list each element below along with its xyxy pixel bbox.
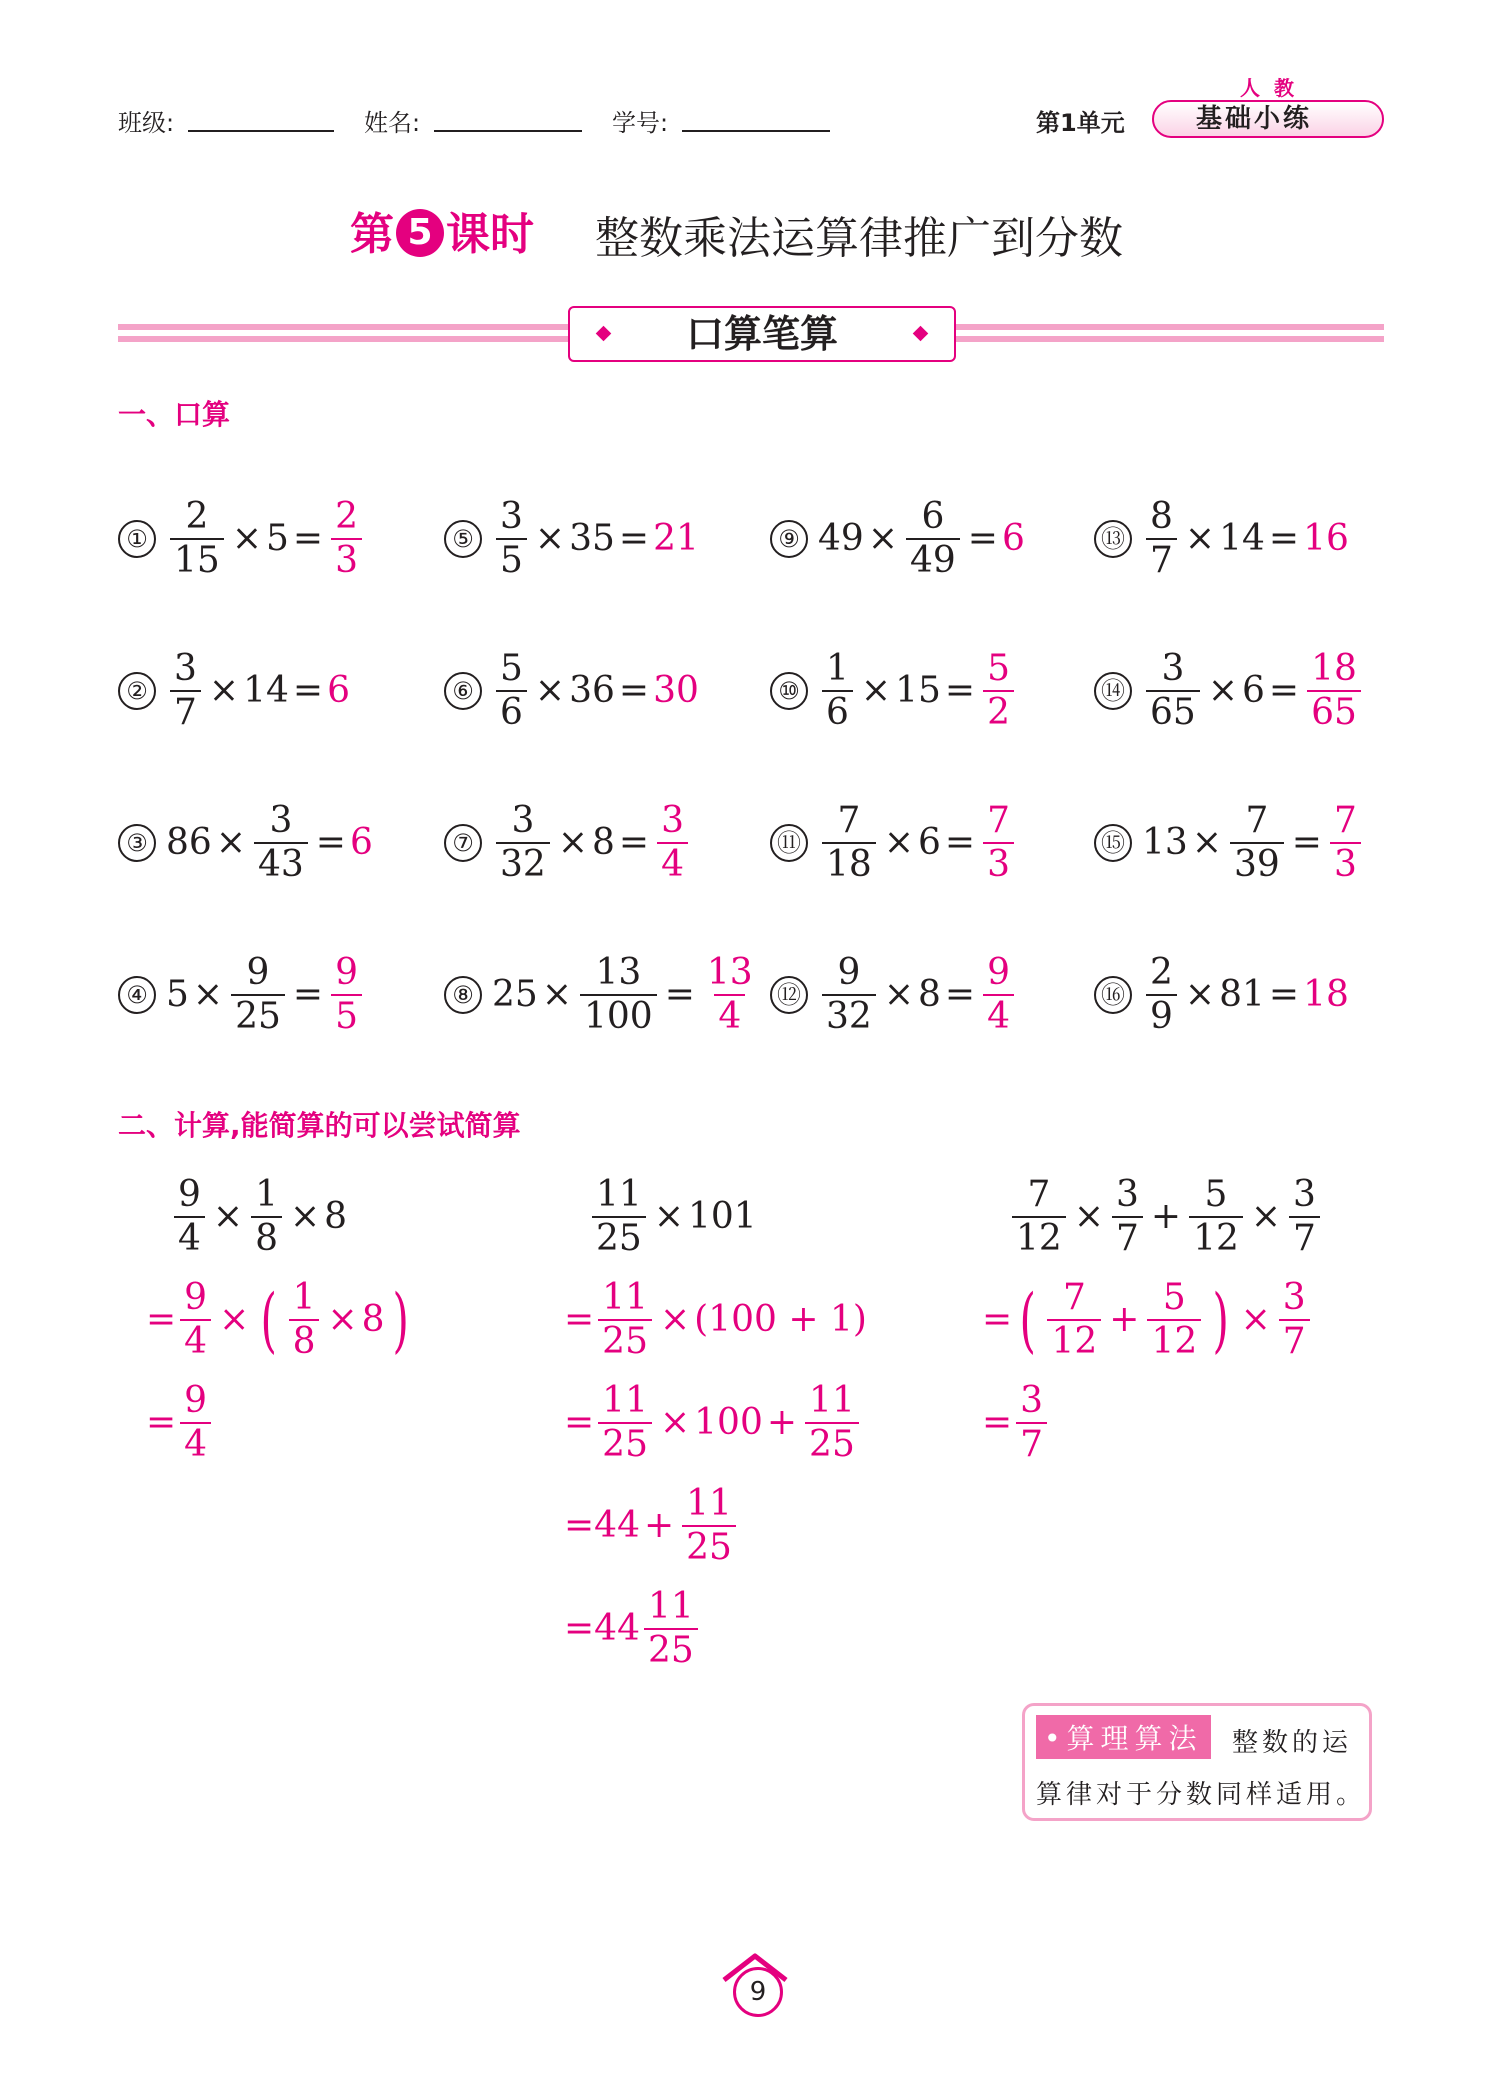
answer: $\frac{3}{4}$ — [657, 802, 688, 884]
calc-2-step-2: = $\frac{11}{25}$ × 100 + $\frac{11}{25}$ — [564, 1382, 863, 1464]
q-index: ③ — [118, 824, 156, 862]
oral-q3: ③ 86 × $\frac{3}{43}$ = 6 — [118, 802, 373, 884]
lesson-title: 整数乘法运算律推广到分数 — [595, 213, 1123, 264]
answer: $\frac{9}{5}$ — [331, 954, 362, 1036]
q-index: ⑦ — [444, 824, 482, 862]
lesson-number — [350, 198, 534, 262]
oral-q14: ⑭ $\frac{3}{65}$ × 6 = $\frac{18}{65}$ — [1094, 650, 1365, 732]
oral-q8: ⑧ 25 × $\frac{13}{100}$ = $\frac{13}{4}$ — [444, 954, 761, 1036]
q-index: ⑤ — [444, 520, 482, 558]
banner-title: 口算笔算 — [685, 312, 838, 356]
diamond-left-icon — [596, 326, 612, 342]
q-index: ① — [118, 520, 156, 558]
oral-q13: ⑬ $\frac{8}{7}$ × 14 = 16 — [1094, 498, 1349, 580]
section2-title: 二、计算,能简算的可以尝试简算 — [118, 1109, 521, 1142]
answer: 6 — [327, 669, 350, 711]
answer: 6 — [349, 821, 373, 863]
class-label: 班级: — [118, 109, 175, 137]
section-banner — [568, 306, 956, 362]
oral-q7: ⑦ $\frac{3}{32}$ × 8 = $\frac{3}{4}$ — [444, 802, 692, 884]
name-label: 姓名: — [364, 109, 421, 137]
answer: $\frac{7}{3}$ — [1330, 802, 1361, 884]
calc-problem-1: $\frac{9}{4}$ × $\frac{1}{8}$ × 8 — [170, 1176, 347, 1258]
oral-q12: ⑫ $\frac{9}{32}$ × 8 = $\frac{9}{4}$ — [770, 954, 1018, 1036]
q-index: ⑫ — [770, 976, 808, 1014]
q-index: ⑬ — [1094, 520, 1132, 558]
q-index: ⑩ — [770, 672, 808, 710]
answer: 21 — [653, 517, 699, 559]
calc-1-step-2: = $\frac{9}{4}$ — [146, 1382, 215, 1464]
lesson-number-circle: 5 — [396, 209, 444, 257]
oral-q9: ⑨ 49 × $\frac{6}{49}$ = 6 — [770, 498, 1025, 580]
calc-2-step-3: = 44 + $\frac{11}{25}$ — [564, 1485, 740, 1567]
badge-text: 基础小练 — [1196, 104, 1313, 134]
tip-line-1: 整数的运 — [1232, 1728, 1353, 1758]
q-index: ④ — [118, 976, 156, 1014]
q-index: ⑧ — [444, 976, 482, 1014]
oral-q16: ⑯ $\frac{2}{9}$ × 81 = 18 — [1094, 954, 1349, 1036]
q-index: ⑨ — [770, 520, 808, 558]
id-label: 学号: — [612, 109, 669, 137]
lesson-suffix: 课时 — [446, 209, 534, 260]
calc-2-step-4: = 44 $\frac{11}{25}$ — [564, 1588, 702, 1670]
answer: 16 — [1303, 517, 1349, 559]
q-index: ⑭ — [1094, 672, 1132, 710]
calc-2-step-1: = $\frac{11}{25}$ × (100 + 1) — [564, 1277, 867, 1362]
oral-q11: ⑪ $\frac{7}{18}$ × 6 = $\frac{7}{3}$ — [770, 802, 1018, 884]
answer: $\frac{13}{4}$ — [706, 952, 753, 1037]
oral-q10: ⑩ $\frac{1}{6}$ × 15 = $\frac{5}{2}$ — [770, 650, 1018, 732]
answer: 18 — [1303, 973, 1349, 1015]
q-index: ⑮ — [1094, 824, 1132, 862]
oral-q6: ⑥ $\frac{5}{6}$ × 36 = 30 — [444, 650, 699, 732]
q-index: ② — [118, 672, 156, 710]
oral-q4: ④ 5 × $\frac{9}{25}$ = $\frac{9}{5}$ — [118, 954, 366, 1036]
diamond-right-icon — [913, 326, 929, 342]
answer: $\frac{5}{2}$ — [983, 650, 1014, 732]
tip-line-2: 算律对于分数同样适用。 — [1036, 1780, 1367, 1810]
calc-problem-2: $\frac{11}{25}$ × 101 — [588, 1176, 757, 1258]
section1-title: 一、口算 — [118, 398, 231, 431]
badge-top-text: 人教 — [1240, 76, 1308, 100]
q-index: ⑯ — [1094, 976, 1132, 1014]
answer: 6 — [1001, 517, 1025, 559]
calc-3-step-2: = $\frac{3}{7}$ — [982, 1382, 1051, 1464]
q-index: ⑥ — [444, 672, 482, 710]
page-number: 9 — [733, 1967, 783, 2017]
class-blank[interactable] — [188, 130, 334, 132]
answer: $\frac{9}{4}$ — [983, 954, 1014, 1036]
answer: $\frac{7}{3}$ — [983, 802, 1014, 884]
calc-problem-3: $\frac{7}{12}$ × $\frac{3}{7}$ + $\frac{5}{12}$ × $\frac{3}{7}$ — [1008, 1176, 1324, 1258]
oral-q2: ② $\frac{3}{7}$ × 14 = 6 — [118, 650, 350, 732]
oral-q15: ⑮ 13 × $\frac{7}{39}$ = $\frac{7}{3}$ — [1094, 802, 1365, 884]
lesson-prefix: 第 — [350, 209, 394, 260]
calc-1-step-1: = $\frac{9}{4}$ × ( $\frac{1}{8}$ × 8 ) — [146, 1277, 409, 1362]
oral-q1: ① $\frac{2}{15}$ × 5 = $\frac{2}{3}$ — [118, 498, 366, 580]
answer: 30 — [653, 669, 699, 711]
tip-tag: •算理算法 — [1036, 1715, 1211, 1759]
id-blank[interactable] — [682, 130, 830, 132]
answer: $\frac{2}{3}$ — [331, 498, 362, 580]
name-blank[interactable] — [434, 130, 582, 132]
calc-3-step-1: = ( $\frac{7}{12}$ + $\frac{5}{12}$ ) × $\frac{3}{7}$ — [982, 1279, 1314, 1361]
unit-label: 第1单元 — [1036, 109, 1125, 137]
q-index: ⑪ — [770, 824, 808, 862]
answer: $\frac{18}{65}$ — [1307, 650, 1361, 732]
oral-q5: ⑤ $\frac{3}{5}$ × 35 = 21 — [444, 498, 699, 580]
